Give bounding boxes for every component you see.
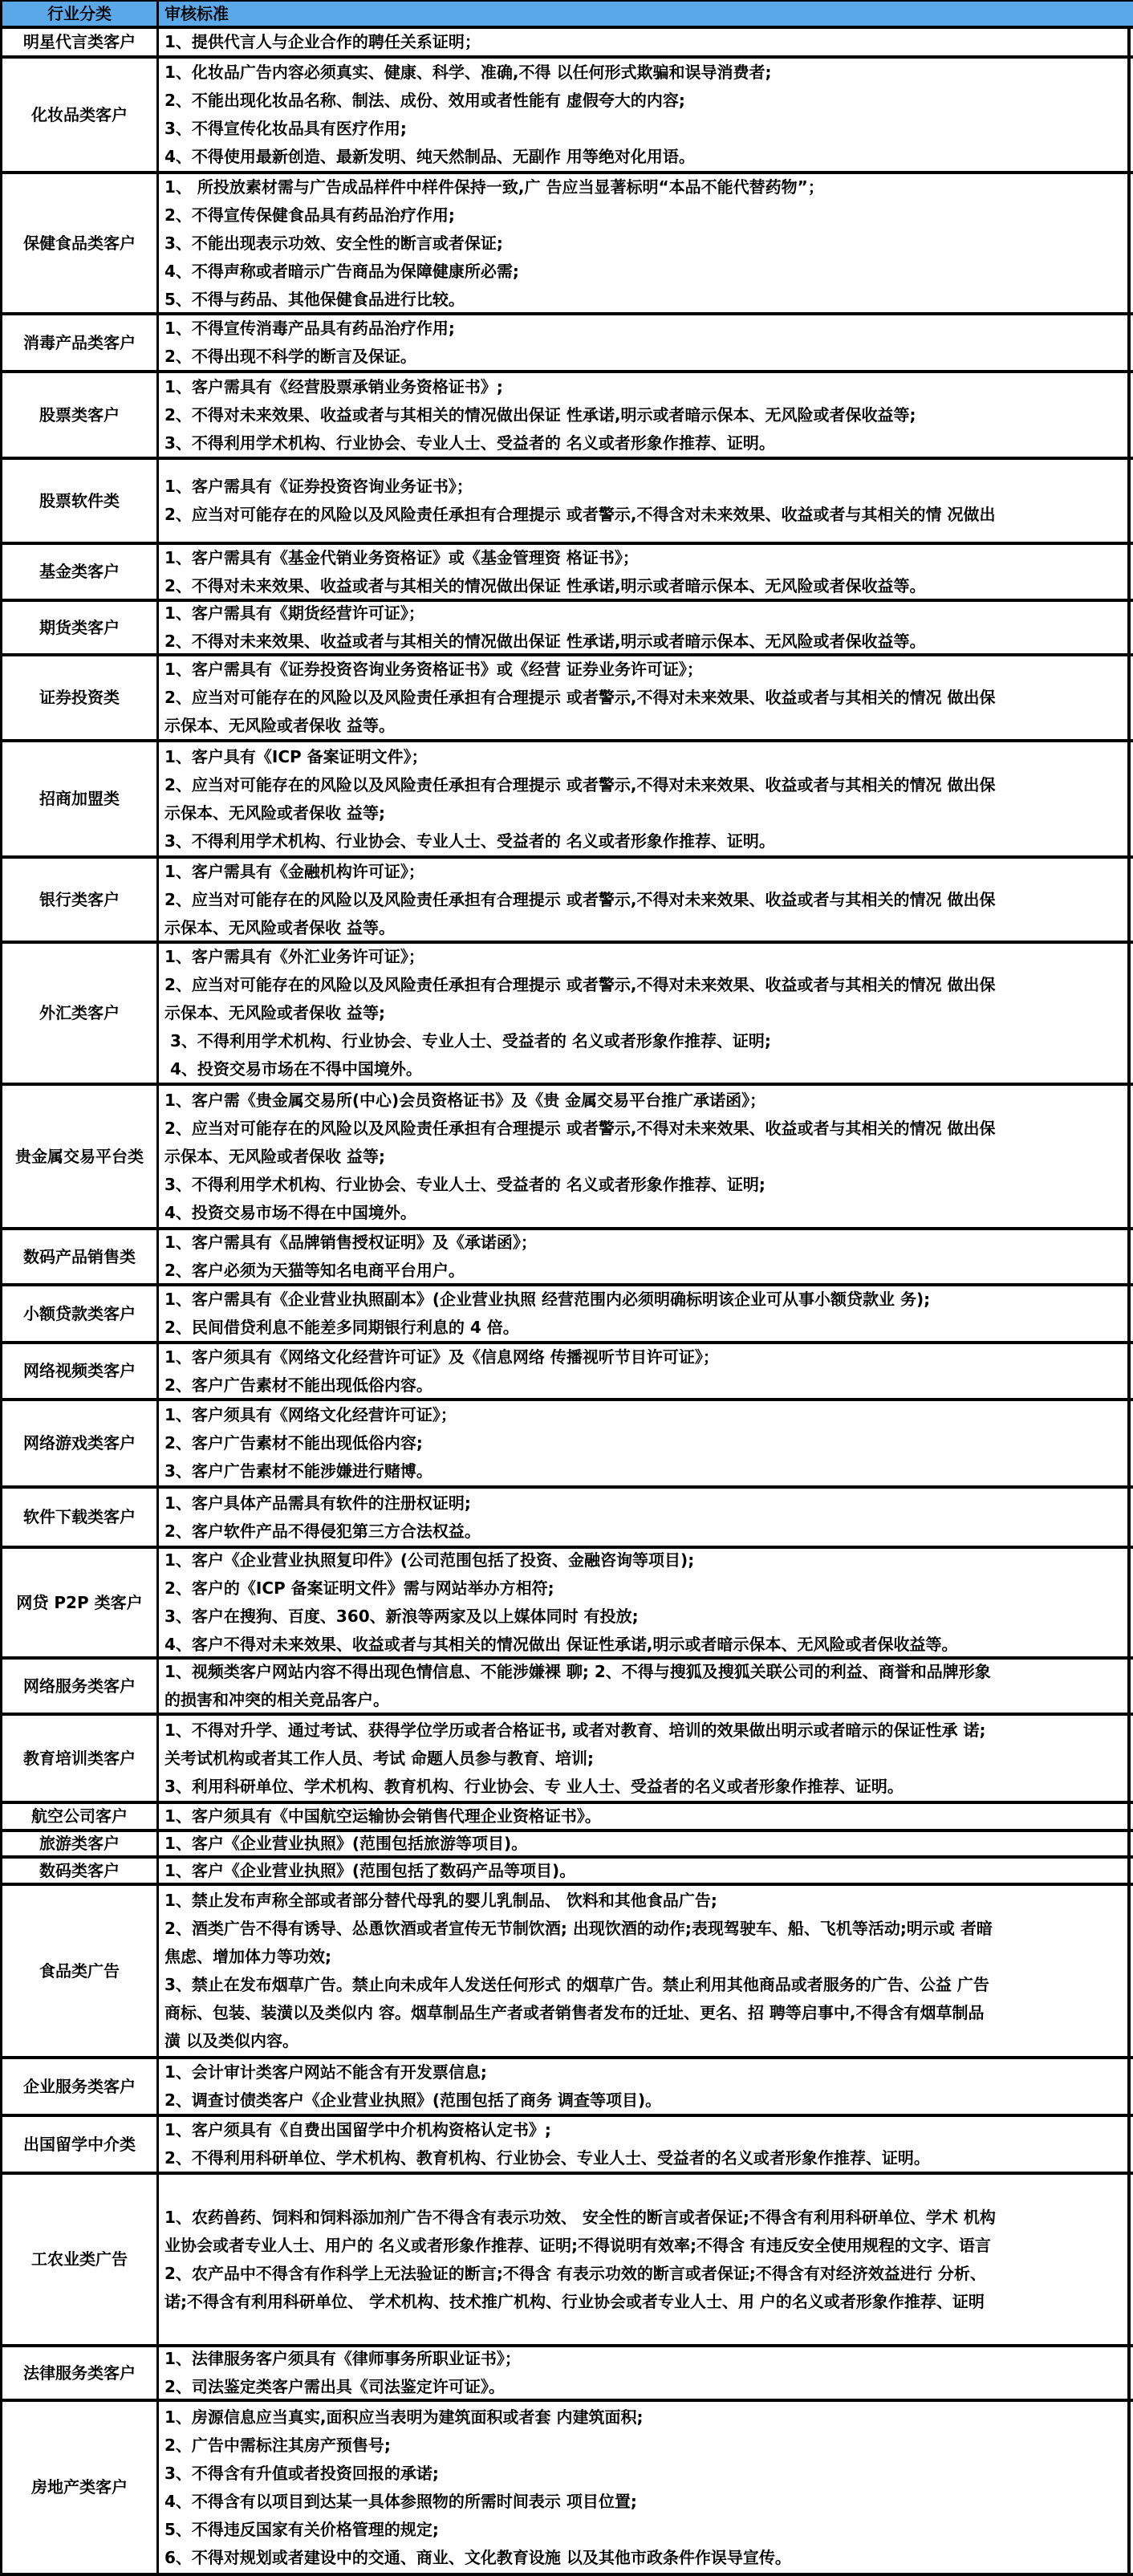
- criteria-line: 业协会或者专业人士、用户的 名义或者形象作推荐、证明;不得说明有效率;不得含 有违反安全使用规程的文字、语言: [164, 2235, 991, 2255]
- criteria-line: 2、不能出现化妆品名称、制法、成份、效用或者性能有 虚假夸大的内容;: [164, 91, 685, 110]
- table-row: [0, 859, 1133, 944]
- criteria-line: 2、应当对可能存在的风险以及风险责任承担有合理提示 或者警示,不得对未来效果、收益或者与其相关的情况 做出保: [164, 688, 996, 707]
- criteria-line: 5、不得违反国家有关价格管理的规定;: [164, 2519, 439, 2539]
- criteria-cell: [159, 2175, 1133, 2344]
- category-cell: 股票软件类: [2, 460, 159, 542]
- criteria-line: 4、投资交易市场在不得中国境外。: [164, 1059, 422, 1079]
- table-row: [0, 315, 1133, 373]
- criteria-line: 2、不得宣传保健食品具有药品治疗作用;: [164, 205, 455, 225]
- criteria-cell: [159, 1886, 1133, 2056]
- criteria-cell: [159, 59, 1133, 171]
- table-row: [0, 2059, 1133, 2117]
- category-cell: 房地产类客户: [2, 2402, 159, 2573]
- criteria-line: 1、会计审计类客户网站不能含有开发票信息;: [164, 2062, 487, 2082]
- criteria-line: 4、客户不得对未来效果、收益或者与其相关的情况做出 保证性承诺,明示或者暗示保本、无风险或者保收益等。: [164, 1635, 958, 1654]
- criteria-cell: [159, 315, 1133, 370]
- criteria-line: 1、客户须具有《网络文化经营许可证》；: [164, 1405, 457, 1424]
- criteria-line: 诺;不得含有利用科研单位、 学术机构、技术推广机构、行业协会或者专业人士、用 户的名义或者形象作推荐、证明: [164, 2291, 985, 2311]
- criteria-line: 关考试机构或者其工作人员、考试 命题人员参与教育、培训;: [164, 1748, 594, 1768]
- criteria-line: 4、不得含有以项目到达某一具体参照物的所需时间表示 项目位置;: [164, 2491, 637, 2511]
- table-row: [0, 1549, 1133, 1660]
- criteria-line: 1、提供代言人与企业合作的聘任关系证明；: [164, 32, 481, 51]
- criteria-line: 2、不得利用科研单位、学术机构、教育机构、行业协会、专业人士、受益者的名义或者形象作推荐、证明。: [164, 2148, 930, 2168]
- table-row: [0, 1859, 1133, 1886]
- category-cell: 网络游戏类客户: [2, 1401, 159, 1485]
- criteria-line: 1、客户具有《ICP 备案证明文件》；: [164, 746, 428, 766]
- criteria-line: 1、客户须具有《网络文化经营许可证》及《信息网络 传播视听节目许可证》；: [164, 1347, 719, 1367]
- criteria-line: 焦虑、增加体力等功效;: [164, 1947, 331, 1966]
- criteria-line: 2、不得出现不科学的断言及保证。: [164, 347, 416, 366]
- criteria-line: 1、客户须具有《自费出国留学中介机构资格认定书》;: [164, 2120, 551, 2139]
- criteria-line: 4、不得声称或者暗示广告商品为保障健康所必需;: [164, 261, 519, 281]
- criteria-cell: [159, 859, 1133, 941]
- criteria-line: 示保本、无风险或者保收 益等。: [164, 917, 395, 937]
- criteria-line: 潢 以及类似内容。: [164, 2031, 298, 2050]
- criteria-cell: [159, 1344, 1133, 1398]
- criteria-line: 2、应当对可能存在的风险以及风险责任承担有合理提示 或者警示,不得对未来效果、收益或者与其相关的情况 做出保: [164, 889, 996, 909]
- criteria-cell: [159, 2117, 1133, 2172]
- criteria-line: 1、客户需具有《外汇业务许可证》；: [164, 947, 424, 966]
- criteria-line: 1、禁止发布声称全部或者部分替代母乳的婴儿乳制品、 饮料和其他食品广告;: [164, 1891, 717, 1910]
- criteria-line: 1、视频类客户网站内容不得出现色情信息、不能涉嫌裸 聊; 2、不得与搜狐及搜狐关联公司的利益、商誉和品牌形象: [164, 1662, 991, 1681]
- criteria-line: 3、利用科研单位、学术机构、教育机构、行业协会、专 业人士、受益者的名义或者形象作推荐、证明。: [164, 1776, 904, 1796]
- table-row: [0, 545, 1133, 602]
- criteria-line: 1、客户需具有《证券投资咨询业务证书》；: [164, 477, 473, 496]
- criteria-cell: [159, 1489, 1133, 1546]
- category-cell: 招商加盟类: [2, 742, 159, 855]
- criteria-cell: [159, 174, 1133, 312]
- category-cell: 教育培训类客户: [2, 1716, 159, 1801]
- criteria-cell: [159, 1286, 1133, 1341]
- criteria-line: 1、房源信息应当真实,面积应当表明为建筑面积或者套 内建筑面积;: [164, 2407, 644, 2427]
- criteria-line: 4、不得使用最新创造、最新发明、纯天然制品、无副作 用等绝对化用语。: [164, 147, 695, 166]
- table-row: [0, 1401, 1133, 1489]
- criteria-line: 3、不得利用学术机构、行业协会、专业人士、受益者的 名义或者形象作推荐、证明;: [164, 1031, 771, 1050]
- criteria-line: 2、不得对未来效果、收益或者与其相关的情况做出保证 性承诺,明示或者暗示保本、无风险或者保收益等;: [164, 404, 916, 425]
- category-cell: 数码类客户: [2, 1859, 159, 1883]
- criteria-line: 6、不得对规划或者建设中的交通、商业、文化教育设施 以及其他市政条件作误导宣传。: [164, 2547, 791, 2567]
- criteria-line: 商标、包装、装潢以及类似内 容。烟草制品生产者或者销售者发布的迁址、更名、招 聘等启事中,不得含有烟草制品: [164, 2003, 985, 2022]
- criteria-line: 1、法律服务客户须具有《律师事务所职业证书》；: [164, 2349, 521, 2368]
- criteria-line: 3、不得利用学术机构、行业协会、专业人士、受益者的 名义或者形象作推荐、证明。: [164, 831, 775, 851]
- table-row: [0, 944, 1133, 1086]
- table-row: [0, 1230, 1133, 1286]
- criteria-line: 示保本、无风险或者保收 益等;: [164, 1146, 385, 1166]
- category-cell: 数码产品销售类: [2, 1230, 159, 1283]
- criteria-line: 1、 所投放素材需与广告成品样件中样件保持一致,广 告应当显著标明“本品不能代替药物”；: [164, 177, 824, 197]
- criteria-line: 4、投资交易市场不得在中国境外。: [164, 1202, 416, 1222]
- criteria-line: 1、客户需具有《企业营业执照副本》(企业营业执照 经营范围内必须明确标明该企业可从事小额贷款业 务);: [164, 1290, 931, 1309]
- criteria-cell: [159, 2402, 1133, 2573]
- criteria-line: 1、客户需具有《品牌销售授权证明》及《承诺函》；: [164, 1233, 537, 1252]
- table-row: [0, 656, 1133, 742]
- category-cell: 法律服务类客户: [2, 2347, 159, 2399]
- criteria-line: 3、不得利用学术机构、行业协会、专业人士、受益者的 名义或者形象作推荐、证明;: [164, 1174, 765, 1194]
- criteria-line: 3、客户广告素材不能涉嫌进行赌博。: [164, 1461, 432, 1481]
- header-row: [0, 2, 1133, 29]
- criteria-cell: [159, 1086, 1133, 1227]
- criteria-cell: [159, 944, 1133, 1083]
- category-cell: 保健食品类客户: [2, 174, 159, 312]
- table-row: [0, 1489, 1133, 1549]
- table-row: [0, 602, 1133, 656]
- criteria-line: 1、客户需具有《经营股票承销业务资格证书》;: [164, 376, 503, 396]
- criteria-line: 2、客户软件产品不得侵犯第三方合法权益。: [164, 1521, 481, 1541]
- criteria-line: 1、客户需具有《期货经营许可证》；: [164, 603, 424, 623]
- criteria-line: 3、不得含有升值或者投资回报的承诺;: [164, 2463, 439, 2483]
- criteria-cell: [159, 1804, 1133, 1829]
- table-row: [0, 1344, 1133, 1401]
- category-cell: 旅游类客户: [2, 1832, 159, 1855]
- criteria-line: 1、客户《企业营业执照复印件》(公司范围包括了投资、金融咨询等项目);: [164, 1550, 695, 1570]
- criteria-line: 2、广告中需标注其房产预售号;: [164, 2435, 391, 2455]
- criteria-line: 1、客户须具有《中国航空运输协会销售代理企业资格证书》。: [164, 1806, 601, 1826]
- criteria-line: 的损害和冲突的相关竞品客户。: [164, 1690, 389, 1709]
- category-cell: 贵金属交易平台类: [2, 1086, 159, 1227]
- criteria-cell: [159, 1230, 1133, 1283]
- criteria-line: 2、客户广告素材不能出现低俗内容;: [164, 1433, 423, 1453]
- criteria-line: 3、禁止在发布烟草广告。禁止向未成年人发送任何形式 的烟草广告。禁止利用其他商品或者服务的广告、公益 广告: [164, 1975, 989, 1994]
- category-cell: 航空公司客户: [2, 1804, 159, 1829]
- criteria-line: 2、民间借贷利息不能差多同期银行利息的 4 倍。: [164, 1318, 519, 1337]
- criteria-line: 2、应当对可能存在的风险以及风险责任承担有合理提示 或者警示,不得对未来效果、收益或者与其相关的情况 做出保: [164, 975, 996, 994]
- category-cell: 工农业类广告: [2, 2175, 159, 2344]
- table-row: [0, 1716, 1133, 1804]
- criteria-line: 2、应当对可能存在的风险以及风险责任承担有合理提示 或者警示,不得含对未来效果、收益或者与其相关的情 况做出: [164, 505, 996, 524]
- criteria-line: 2、客户广告素材不能出现低俗内容。: [164, 1375, 432, 1395]
- criteria-line: 1、客户《企业营业执照》(范围包括旅游等项目)。: [164, 1834, 528, 1853]
- table-row: [0, 1660, 1133, 1716]
- criteria-line: 2、不得对未来效果、收益或者与其相关的情况做出保证 性承诺,明示或者暗示保本、无风险或者保收益等。: [164, 575, 926, 595]
- table-row: [0, 460, 1133, 545]
- criteria-line: 2、应当对可能存在的风险以及风险责任承担有合理提示 或者警示,不得对未来效果、收益或者与其相关的情况 做出保: [164, 774, 996, 794]
- category-cell: 网络服务类客户: [2, 1660, 159, 1713]
- table-row: [0, 2175, 1133, 2347]
- criteria-line: 1、客户需《贵金属交易所(中心)会员资格证书》及《贵 金属交易平台推广承诺函》；: [164, 1090, 766, 1110]
- criteria-cell: [159, 2347, 1133, 2399]
- table-row: [0, 373, 1133, 460]
- criteria-line: 2、农产品中不得含有作科学上无法验证的断言;不得含 有表示功效的断言或者保证;不得含有对经济效益进行 分析、: [164, 2263, 986, 2283]
- category-cell: 软件下载类客户: [2, 1489, 159, 1546]
- table-row: [0, 1832, 1133, 1859]
- table-row: [0, 1286, 1133, 1344]
- criteria-line: 2、调查讨债类客户《企业营业执照》(范围包括了商务 调查等项目)。: [164, 2090, 662, 2110]
- category-cell: 化妆品类客户: [2, 59, 159, 171]
- industry-column-header: 行业分类: [2, 2, 159, 26]
- criteria-cell: [159, 1401, 1133, 1485]
- category-cell: 基金类客户: [2, 545, 159, 599]
- criteria-line: 1、客户需具有《金融机构许可证》；: [164, 861, 424, 881]
- table-body: [0, 29, 1133, 2576]
- criteria-line: 2、应当对可能存在的风险以及风险责任承担有合理提示 或者警示,不得对未来效果、收益或者与其相关的情况 做出保: [164, 1118, 996, 1138]
- category-cell: 外汇类客户: [2, 944, 159, 1083]
- category-cell: 网络视频类客户: [2, 1344, 159, 1398]
- criteria-cell: [159, 656, 1133, 739]
- table-row: [0, 59, 1133, 174]
- table-row: [0, 174, 1133, 315]
- table-row: [0, 1886, 1133, 2059]
- criteria-line: 3、客户在搜狗、百度、360、新浪等两家及以上媒体同时 有投放;: [164, 1607, 639, 1626]
- criteria-line: 1、客户需具有《基金代销业务资格证》或《基金管理资 格证书》；: [164, 547, 639, 567]
- category-cell: 企业服务类客户: [2, 2059, 159, 2114]
- criteria-cell: [159, 602, 1133, 653]
- criteria-line: 3、不得宣传化妆品具有医疗作用;: [164, 119, 407, 138]
- criteria-line: 示保本、无风险或者保收 益等。: [164, 716, 395, 735]
- criteria-line: 5、不得与药品、其他保健食品进行比较。: [164, 289, 465, 309]
- category-cell: 明星代言类客户: [2, 29, 159, 55]
- criteria-cell: [159, 373, 1133, 457]
- category-cell: 期货类客户: [2, 602, 159, 653]
- criteria-line: 3、不得利用学术机构、行业协会、专业人士、受益者的 名义或者形象作推荐、证明。: [164, 433, 775, 453]
- table-row: [0, 2402, 1133, 2576]
- table-row: [0, 1086, 1133, 1230]
- criteria-line: 1、客户具体产品需具有软件的注册权证明;: [164, 1493, 471, 1513]
- criteria-cell: [159, 1716, 1133, 1801]
- criteria-line: 2、酒类广告不得有诱导、怂恿饮酒或者宣传无节制饮酒; 出现饮酒的动作;表现驾驶车、船、飞机等活动;明示或 者暗: [164, 1919, 993, 1938]
- table-row: [0, 1804, 1133, 1832]
- criteria-line: 2、司法鉴定类客户需出具《司法鉴定许可证》。: [164, 2377, 505, 2396]
- category-cell: 网贷 P2P 类客户: [2, 1549, 159, 1656]
- criteria-cell: [159, 29, 1133, 55]
- criteria-line: 1、不得宣传消毒产品具有药品治疗作用;: [164, 319, 455, 338]
- category-cell: 证券投资类: [2, 656, 159, 739]
- criteria-column-header-cell: [159, 2, 1133, 26]
- criteria-cell: [159, 742, 1133, 855]
- criteria-cell: [159, 460, 1133, 542]
- criteria-cell: [159, 1660, 1133, 1713]
- category-cell: 食品类广告: [2, 1886, 159, 2056]
- criteria-line: 1、客户需具有《证券投资咨询业务资格证书》或《经营 证券业务许可证》；: [164, 660, 703, 679]
- criteria-cell: [159, 1549, 1133, 1656]
- criteria-line: 2、客户必须为天猫等知名电商平台用户。: [164, 1261, 465, 1280]
- category-cell: 消毒产品类客户: [2, 315, 159, 370]
- criteria-line: 2、不得对未来效果、收益或者与其相关的情况做出保证 性承诺,明示或者暗示保本、无风险或者保收益等。: [164, 632, 926, 651]
- criteria-line: 示保本、无风险或者保收 益等;: [164, 802, 385, 823]
- category-cell: 小额贷款类客户: [2, 1286, 159, 1341]
- category-cell: 银行类客户: [2, 859, 159, 941]
- table-row: [0, 2117, 1133, 2175]
- criteria-line: 2、客户的《ICP 备案证明文件》需与网站举办方相符;: [164, 1579, 554, 1598]
- criteria-line: 1、不得对升学、通过考试、获得学位学历或者合格证书, 或者对教育、培训的效果做出明示或者暗示的保证性承 诺;: [164, 1720, 986, 1740]
- criteria-line: 示保本、无风险或者保收 益等;: [164, 1003, 385, 1022]
- criteria-line: 1、农药兽药、饲料和饲料添加剂广告不得含有表示功效、 安全性的断言或者保证;不得含有利用科研单位、学术 机构: [164, 2207, 996, 2227]
- criteria-cell: [159, 545, 1133, 599]
- criteria-line: 1、化妆品广告内容必须真实、健康、科学、准确,不得 以任何形式欺骗和误导消费者;: [164, 63, 772, 82]
- category-cell: 出国留学中介类: [2, 2117, 159, 2172]
- criteria-line: 3、不能出现表示功效、安全性的断言或者保证;: [164, 233, 503, 253]
- criteria-cell: [159, 2059, 1133, 2114]
- criteria-cell: [159, 1832, 1133, 1855]
- category-cell: 股票类客户: [2, 373, 159, 457]
- table-row: [0, 29, 1133, 59]
- table-row: [0, 742, 1133, 859]
- criteria-column-header: 审核标准: [164, 4, 229, 23]
- criteria-cell: [159, 1859, 1133, 1883]
- criteria-line: 1、客户《企业营业执照》(范围包括了数码产品等项目)。: [164, 1860, 576, 1880]
- table-row: [0, 2347, 1133, 2402]
